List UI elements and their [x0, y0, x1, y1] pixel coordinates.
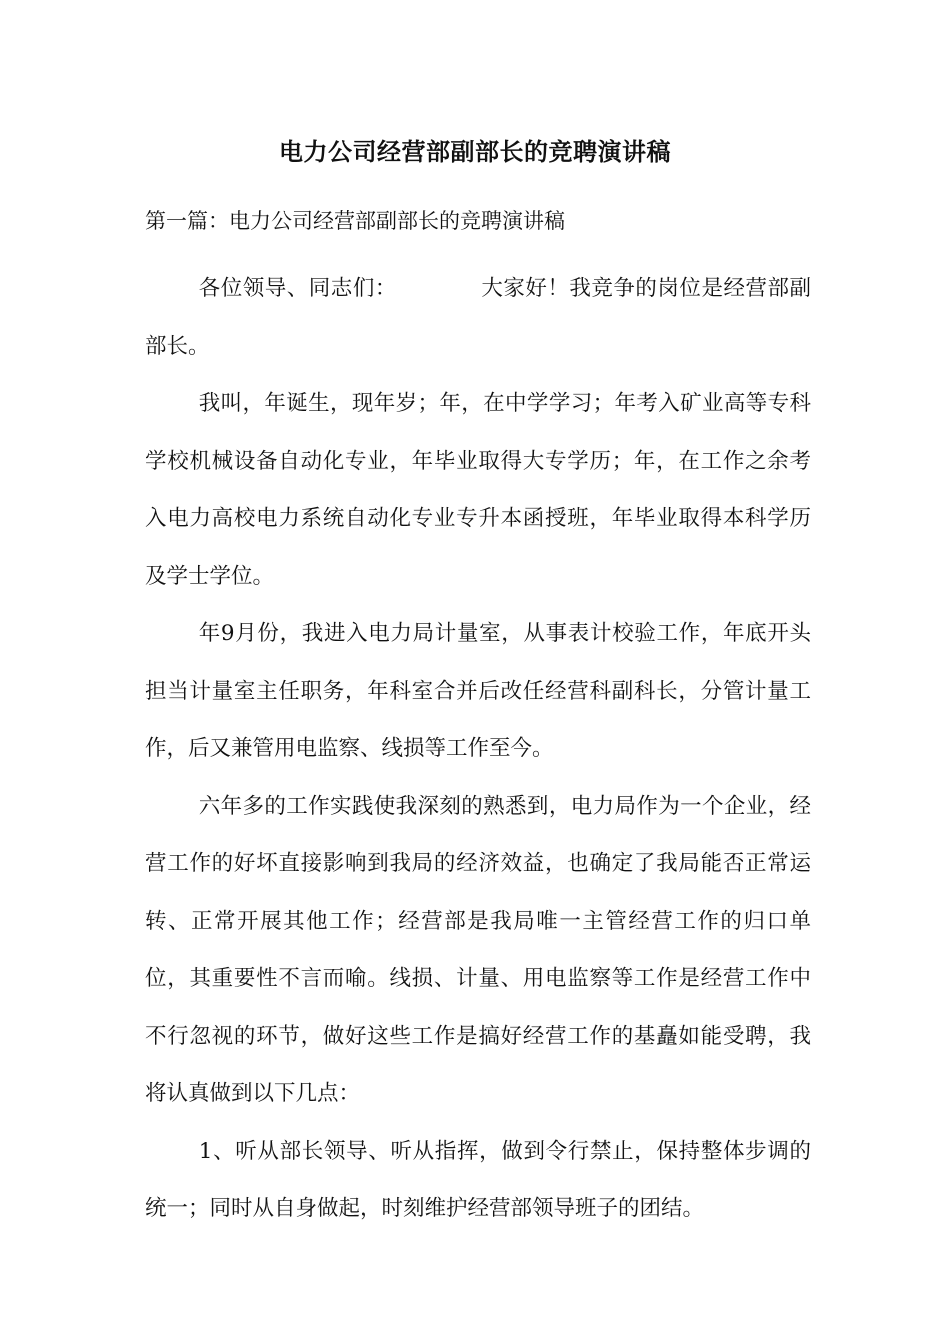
greeting-paragraph — [145, 260, 811, 375]
body-paragraph: 我叫，年诞生，现年岁；年，在中学学习；年考入矿业高等专科学校机械设备自动化专业，年毕业取得大专学历；年，在工作之余考入电力高校电力系统自动化专业专升本函授班，年毕业取得本科学历及学士学位。 — [145, 391, 811, 589]
body-paragraph: 1、听从部长领导、听从指挥，做到令行禁止，保持整体步调的统一；同时从自身做起，时刻维护经营部领导班子的团结。 — [145, 1138, 811, 1221]
greeting-salutation: 各位领导、同志们： — [198, 276, 397, 301]
body-paragraph: 六年多的工作实践使我深刻的熟悉到，电力局作为一个企业，经营工作的好坏直接影响到我局的经济效益，也确定了我局能否正常运转、正常开展其他工作；经营部是我局唯一主管经营工作的归口单位，其重要性不言而喻。线损、计量、用电监察等工作是经营工作中不行忽视的环节，做好这些工作是搞好经营工作的基矗如能受聘，我将认真做到以下几点： — [145, 793, 811, 1106]
document-title: 电力公司经营部副部长的竞聘演讲稿 — [279, 137, 671, 166]
document-body — [145, 260, 811, 1238]
body-paragraph: 年9月份，我进入电力局计量室，从事表计校验工作，年底开头担当计量室主任职务，年科室合并后改任经营科副科长，分管计量工作，后又兼管用电监察、线损等工作至今。 — [145, 621, 811, 761]
greeting-opening: 大家好！我竞争的岗位是经营部副部长。 — [145, 276, 811, 359]
document-subtitle: 第一篇：电力公司经营部副部长的竞聘演讲稿 — [145, 209, 565, 233]
